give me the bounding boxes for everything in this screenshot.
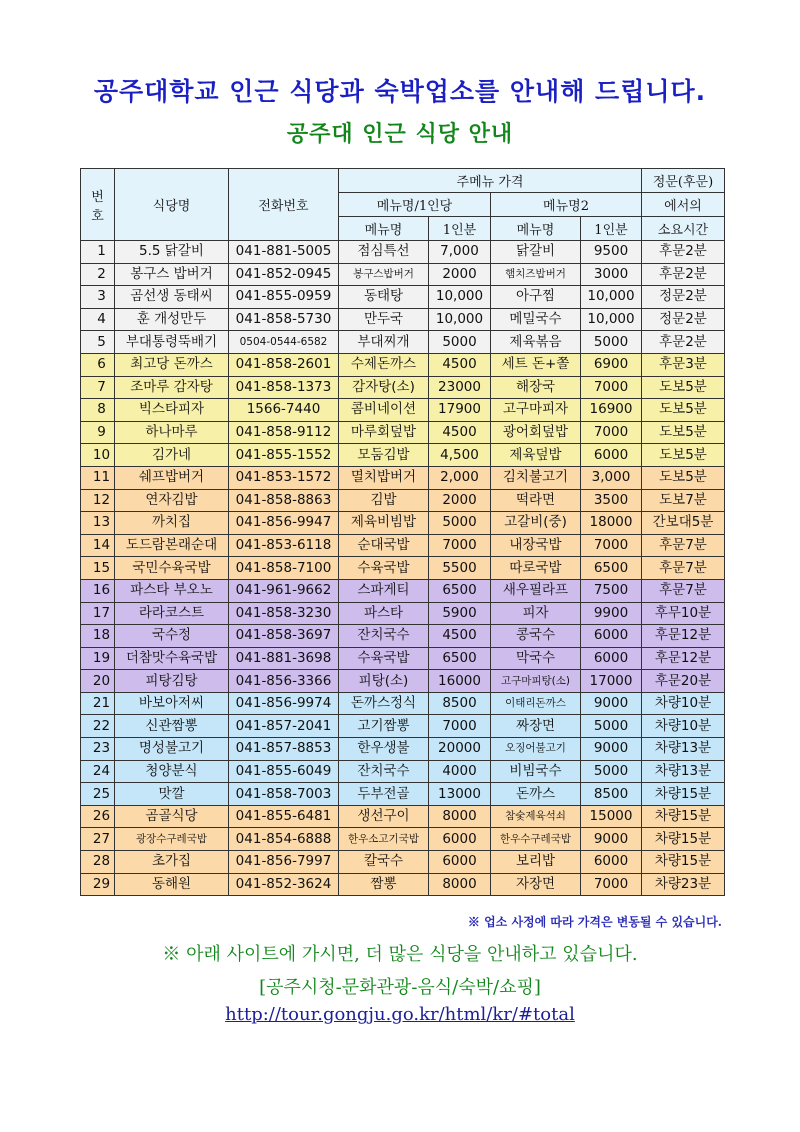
row-number: 9 — [81, 421, 115, 444]
travel-time: 도보5분 — [642, 399, 725, 422]
phone-number: 041-856-7997 — [229, 851, 339, 874]
row-number: 21 — [81, 692, 115, 715]
restaurant-name: 5.5 닭갈비 — [115, 241, 229, 264]
table-row — [81, 444, 725, 467]
row-number: 22 — [81, 715, 115, 738]
menu1-price: 2000 — [429, 263, 491, 286]
table-row — [81, 783, 725, 806]
phone-number: 041-858-5730 — [229, 308, 339, 331]
travel-time: 후문3분 — [642, 353, 725, 376]
menu1-price: 4500 — [429, 353, 491, 376]
menu2-price: 15000 — [581, 805, 642, 828]
restaurant-name: 더참맛수육국밥 — [115, 647, 229, 670]
table-row — [81, 489, 725, 512]
menu2-name: 오징어불고기 — [491, 738, 581, 761]
row-number: 2 — [81, 263, 115, 286]
travel-time: 차량13분 — [642, 738, 725, 761]
menu2-price: 16900 — [581, 399, 642, 422]
table-row — [81, 579, 725, 602]
travel-time: 후문7분 — [642, 557, 725, 580]
menu1-price: 16000 — [429, 670, 491, 693]
phone-number: 041-858-8863 — [229, 489, 339, 512]
menu1-price: 2000 — [429, 489, 491, 512]
menu2-price: 3,000 — [581, 466, 642, 489]
table-row — [81, 760, 725, 783]
row-number: 26 — [81, 805, 115, 828]
row-number: 28 — [81, 851, 115, 874]
menu2-name: 내장국밥 — [491, 534, 581, 557]
phone-number: 041-853-1572 — [229, 466, 339, 489]
table-row — [81, 670, 725, 693]
row-number: 29 — [81, 873, 115, 896]
menu2-name: 닭갈비 — [491, 241, 581, 264]
menu2-name: 막국수 — [491, 647, 581, 670]
row-number: 11 — [81, 466, 115, 489]
travel-time: 차량15분 — [642, 851, 725, 874]
table-row — [81, 421, 725, 444]
menu1-name: 한우소고기국밥 — [339, 828, 429, 851]
menu1-price: 4,500 — [429, 444, 491, 467]
menu1-price: 10,000 — [429, 286, 491, 309]
menu2-price: 17000 — [581, 670, 642, 693]
table-row — [81, 805, 725, 828]
phone-number: 041-858-3230 — [229, 602, 339, 625]
travel-time: 차량15분 — [642, 805, 725, 828]
phone-number: 041-854-6888 — [229, 828, 339, 851]
menu2-price: 9000 — [581, 738, 642, 761]
restaurant-name: 훈 개성만두 — [115, 308, 229, 331]
phone-number: 041-856-9974 — [229, 692, 339, 715]
menu1-name: 스파게티 — [339, 579, 429, 602]
menu2-name: 제육볶음 — [491, 331, 581, 354]
travel-time: 도보5분 — [642, 421, 725, 444]
menu2-price: 5000 — [581, 331, 642, 354]
menu2-name: 참숯제육석쇠 — [491, 805, 581, 828]
restaurant-name: 국수정 — [115, 625, 229, 648]
header-phone: 전화번호 — [229, 169, 339, 241]
travel-time: 차량10분 — [642, 715, 725, 738]
travel-time: 도보7분 — [642, 489, 725, 512]
menu2-price: 5000 — [581, 760, 642, 783]
menu2-name: 고갈비(중) — [491, 512, 581, 535]
travel-time: 정문2분 — [642, 286, 725, 309]
menu1-price: 23000 — [429, 376, 491, 399]
menu2-price: 8500 — [581, 783, 642, 806]
row-number: 15 — [81, 557, 115, 580]
tour-site-link[interactable]: http://tour.gongju.go.kr/html/kr/#total — [225, 1004, 575, 1025]
menu1-name: 잔치국수 — [339, 625, 429, 648]
menu2-price: 9900 — [581, 602, 642, 625]
menu2-price: 3500 — [581, 489, 642, 512]
travel-time: 후문7분 — [642, 534, 725, 557]
travel-time: 후문7분 — [642, 579, 725, 602]
phone-number: 041-855-1552 — [229, 444, 339, 467]
row-number: 23 — [81, 738, 115, 761]
restaurant-name: 도드람본래순대 — [115, 534, 229, 557]
restaurant-name: 바보아저씨 — [115, 692, 229, 715]
menu1-price: 5000 — [429, 512, 491, 535]
menu2-name: 김치불고기 — [491, 466, 581, 489]
menu1-price: 10,000 — [429, 308, 491, 331]
phone-number: 041-855-6049 — [229, 760, 339, 783]
restaurant-name: 동해원 — [115, 873, 229, 896]
row-number: 10 — [81, 444, 115, 467]
menu2-name: 고구마피자 — [491, 399, 581, 422]
table-row — [81, 466, 725, 489]
header-number-line1: 번 — [91, 189, 104, 205]
menu1-name: 제육비빔밥 — [339, 512, 429, 535]
row-number: 5 — [81, 331, 115, 354]
restaurant-name: 초가집 — [115, 851, 229, 874]
travel-time: 차량13분 — [642, 760, 725, 783]
menu1-price: 6000 — [429, 828, 491, 851]
phone-number: 041-858-7003 — [229, 783, 339, 806]
header-menu2-group: 메뉴명2 — [491, 193, 642, 217]
table-row — [81, 557, 725, 580]
menu1-name: 점심특선 — [339, 241, 429, 264]
phone-number: 041-961-9662 — [229, 579, 339, 602]
menu2-price: 7000 — [581, 376, 642, 399]
menu2-price: 7000 — [581, 873, 642, 896]
phone-number: 041-852-3624 — [229, 873, 339, 896]
header-main-menu-price: 주메뉴 가격 — [339, 169, 642, 193]
menu2-price: 6000 — [581, 625, 642, 648]
page-title: 공주대학교 인근 식당과 숙박업소를 안내해 드립니다. — [93, 77, 707, 106]
travel-time: 차량15분 — [642, 783, 725, 806]
header-time-line2: 에서의 — [642, 193, 725, 217]
phone-number: 041-856-3366 — [229, 670, 339, 693]
table-row — [81, 715, 725, 738]
header-menu1-group: 메뉴명/1인당 — [339, 193, 491, 217]
menu1-price: 6000 — [429, 851, 491, 874]
menu1-name: 순대국밥 — [339, 534, 429, 557]
menu2-price: 3000 — [581, 263, 642, 286]
menu1-price: 5000 — [429, 331, 491, 354]
menu-path-text: [공주시청-문화관광-음식/숙박/쇼핑] — [259, 977, 541, 998]
page-subtitle: 공주대 인근 식당 안내 — [286, 122, 514, 147]
price-change-note: ※ 업소 사정에 따라 가격은 변동될 수 있습니다. — [467, 915, 722, 929]
table-row — [81, 873, 725, 896]
row-number: 25 — [81, 783, 115, 806]
menu2-price: 9000 — [581, 828, 642, 851]
menu1-name: 돈까스정식 — [339, 692, 429, 715]
header-time-line1: 정문(후문) — [642, 169, 725, 193]
table-row — [81, 534, 725, 557]
menu2-price: 6500 — [581, 557, 642, 580]
menu1-name: 수육국밥 — [339, 557, 429, 580]
row-number: 8 — [81, 399, 115, 422]
travel-time: 정문2분 — [642, 308, 725, 331]
table-row — [81, 647, 725, 670]
travel-time: 도보5분 — [642, 376, 725, 399]
travel-time: 차량23분 — [642, 873, 725, 896]
restaurant-name: 조마루 감자탕 — [115, 376, 229, 399]
menu2-name: 짜장면 — [491, 715, 581, 738]
menu1-price: 4500 — [429, 625, 491, 648]
header-menu1-name: 메뉴명 — [339, 217, 429, 241]
travel-time: 후문2분 — [642, 241, 725, 264]
menu1-name: 감자탕(소) — [339, 376, 429, 399]
menu2-name: 광어회덮밥 — [491, 421, 581, 444]
phone-number: 041-856-9947 — [229, 512, 339, 535]
menu1-name: 고기짬뽕 — [339, 715, 429, 738]
menu2-price: 6000 — [581, 444, 642, 467]
row-number: 19 — [81, 647, 115, 670]
travel-time: 후문12분 — [642, 647, 725, 670]
menu2-name: 자장면 — [491, 873, 581, 896]
phone-number: 1566-7440 — [229, 399, 339, 422]
table-row — [81, 692, 725, 715]
travel-time: 후문20분 — [642, 670, 725, 693]
phone-number: 041-857-8853 — [229, 738, 339, 761]
restaurant-name: 부대통령뚝배기 — [115, 331, 229, 354]
restaurant-name: 봉구스 밥버거 — [115, 263, 229, 286]
menu1-name: 김밥 — [339, 489, 429, 512]
menu2-price: 9000 — [581, 692, 642, 715]
menu2-price: 9500 — [581, 241, 642, 264]
restaurant-name: 김가네 — [115, 444, 229, 467]
row-number: 14 — [81, 534, 115, 557]
phone-number: 041-857-2041 — [229, 715, 339, 738]
restaurant-name: 빅스타피자 — [115, 399, 229, 422]
menu2-name: 메밀국수 — [491, 308, 581, 331]
menu1-price: 6500 — [429, 579, 491, 602]
restaurant-name: 국민수육국밥 — [115, 557, 229, 580]
menu2-price: 7000 — [581, 534, 642, 557]
menu2-name: 돈까스 — [491, 783, 581, 806]
row-number: 17 — [81, 602, 115, 625]
table-row — [81, 331, 725, 354]
phone-number: 0504-0544-6582 — [229, 331, 339, 354]
menu2-name: 새우필라프 — [491, 579, 581, 602]
menu1-name: 만두국 — [339, 308, 429, 331]
menu2-price: 6900 — [581, 353, 642, 376]
restaurant-name: 곰골식당 — [115, 805, 229, 828]
table-row — [81, 241, 725, 264]
header-number — [81, 169, 115, 241]
phone-number: 041-852-0945 — [229, 263, 339, 286]
row-number: 18 — [81, 625, 115, 648]
table-row — [81, 828, 725, 851]
table-row — [81, 263, 725, 286]
menu2-name: 이태리돈까스 — [491, 692, 581, 715]
header-name: 식당명 — [115, 169, 229, 241]
row-number: 6 — [81, 353, 115, 376]
menu2-name: 피자 — [491, 602, 581, 625]
menu2-price: 10,000 — [581, 308, 642, 331]
menu2-name: 한우수구레국밥 — [491, 828, 581, 851]
menu2-name: 아구찜 — [491, 286, 581, 309]
table-row — [81, 738, 725, 761]
row-number: 13 — [81, 512, 115, 535]
phone-number: 041-858-9112 — [229, 421, 339, 444]
more-info-text: ※ 아래 사이트에 가시면, 더 많은 식당을 안내하고 있습니다. — [162, 944, 638, 965]
menu1-price: 7000 — [429, 534, 491, 557]
travel-time: 차량10분 — [642, 692, 725, 715]
travel-time: 도보5분 — [642, 444, 725, 467]
menu2-price: 6000 — [581, 851, 642, 874]
menu1-price: 20000 — [429, 738, 491, 761]
menu1-price: 7000 — [429, 715, 491, 738]
restaurant-name: 라라코스트 — [115, 602, 229, 625]
menu1-name: 생선구이 — [339, 805, 429, 828]
row-number: 7 — [81, 376, 115, 399]
row-number: 1 — [81, 241, 115, 264]
menu1-price: 8000 — [429, 805, 491, 828]
table-row — [81, 308, 725, 331]
menu1-price: 5500 — [429, 557, 491, 580]
restaurant-name: 청양분식 — [115, 760, 229, 783]
menu1-name: 수육국밥 — [339, 647, 429, 670]
menu2-name: 비빔국수 — [491, 760, 581, 783]
travel-time: 간보대5분 — [642, 512, 725, 535]
row-number: 20 — [81, 670, 115, 693]
menu1-name: 동태탕 — [339, 286, 429, 309]
phone-number: 041-853-6118 — [229, 534, 339, 557]
menu1-price: 2,000 — [429, 466, 491, 489]
menu1-price: 8500 — [429, 692, 491, 715]
row-number: 3 — [81, 286, 115, 309]
menu1-name: 수제돈까스 — [339, 353, 429, 376]
menu1-price: 4500 — [429, 421, 491, 444]
menu2-name: 세트 돈+쫄 — [491, 353, 581, 376]
menu1-price: 6500 — [429, 647, 491, 670]
menu2-name: 따로국밥 — [491, 557, 581, 580]
menu1-name: 짬뽕 — [339, 873, 429, 896]
menu1-name: 부대찌개 — [339, 331, 429, 354]
menu1-name: 두부전골 — [339, 783, 429, 806]
table-row — [81, 286, 725, 309]
menu1-name: 마루회덮밥 — [339, 421, 429, 444]
menu1-name: 잔치국수 — [339, 760, 429, 783]
phone-number: 041-858-2601 — [229, 353, 339, 376]
table-row — [81, 353, 725, 376]
menu2-price: 6000 — [581, 647, 642, 670]
restaurant-name: 까치집 — [115, 512, 229, 535]
restaurant-name: 최고당 돈까스 — [115, 353, 229, 376]
table-row — [81, 625, 725, 648]
restaurant-name: 곰선생 동태씨 — [115, 286, 229, 309]
row-number: 12 — [81, 489, 115, 512]
table-row — [81, 851, 725, 874]
menu2-name: 떡라면 — [491, 489, 581, 512]
restaurant-table — [80, 168, 725, 896]
menu2-name: 제육덮밥 — [491, 444, 581, 467]
menu1-price: 5900 — [429, 602, 491, 625]
restaurant-name: 연자김밥 — [115, 489, 229, 512]
menu1-name: 모둠김밥 — [339, 444, 429, 467]
menu1-price: 8000 — [429, 873, 491, 896]
restaurant-name: 맛깔 — [115, 783, 229, 806]
menu1-name: 콤비네이션 — [339, 399, 429, 422]
row-number: 27 — [81, 828, 115, 851]
restaurant-name: 신관짬뽕 — [115, 715, 229, 738]
menu2-price: 18000 — [581, 512, 642, 535]
table-row — [81, 376, 725, 399]
restaurant-name: 광장수구레국밥 — [115, 828, 229, 851]
row-number: 24 — [81, 760, 115, 783]
menu2-price: 7000 — [581, 421, 642, 444]
restaurant-name: 하나마루 — [115, 421, 229, 444]
menu2-name: 햄치즈밥버거 — [491, 263, 581, 286]
table-row — [81, 512, 725, 535]
header-menu1-price: 1인분 — [429, 217, 491, 241]
phone-number: 041-855-6481 — [229, 805, 339, 828]
menu2-name: 고구마피탕(소) — [491, 670, 581, 693]
restaurant-name: 쉐프밥버거 — [115, 466, 229, 489]
menu1-name: 봉구스밥버거 — [339, 263, 429, 286]
restaurant-name: 명성불고기 — [115, 738, 229, 761]
phone-number: 041-881-3698 — [229, 647, 339, 670]
phone-number: 041-858-1373 — [229, 376, 339, 399]
menu2-price: 7500 — [581, 579, 642, 602]
phone-number: 041-858-3697 — [229, 625, 339, 648]
menu1-name: 피탕(소) — [339, 670, 429, 693]
menu1-name: 한우생불 — [339, 738, 429, 761]
travel-time: 후문12분 — [642, 625, 725, 648]
header-menu2-name: 메뉴명 — [491, 217, 581, 241]
menu1-price: 7,000 — [429, 241, 491, 264]
phone-number: 041-858-7100 — [229, 557, 339, 580]
menu1-price: 4000 — [429, 760, 491, 783]
restaurant-name: 피탕김탕 — [115, 670, 229, 693]
travel-time: 후문2분 — [642, 331, 725, 354]
header-number-line2: 호 — [91, 208, 104, 224]
menu1-name: 칼국수 — [339, 851, 429, 874]
menu1-price: 17900 — [429, 399, 491, 422]
header-time-line3: 소요시간 — [642, 217, 725, 241]
travel-time: 후무10분 — [642, 602, 725, 625]
menu1-name: 파스타 — [339, 602, 429, 625]
travel-time: 차량15분 — [642, 828, 725, 851]
menu2-price: 10,000 — [581, 286, 642, 309]
menu1-name: 멸치밥버거 — [339, 466, 429, 489]
phone-number: 041-881-5005 — [229, 241, 339, 264]
table-row — [81, 399, 725, 422]
menu1-price: 13000 — [429, 783, 491, 806]
menu2-name: 콩국수 — [491, 625, 581, 648]
menu2-name: 해장국 — [491, 376, 581, 399]
row-number: 16 — [81, 579, 115, 602]
menu2-name: 보리밥 — [491, 851, 581, 874]
phone-number: 041-855-0959 — [229, 286, 339, 309]
travel-time: 후문2분 — [642, 263, 725, 286]
row-number: 4 — [81, 308, 115, 331]
restaurant-name: 파스타 부오노 — [115, 579, 229, 602]
header-menu2-price: 1인분 — [581, 217, 642, 241]
table-row — [81, 602, 725, 625]
menu2-price: 5000 — [581, 715, 642, 738]
travel-time: 도보5분 — [642, 466, 725, 489]
